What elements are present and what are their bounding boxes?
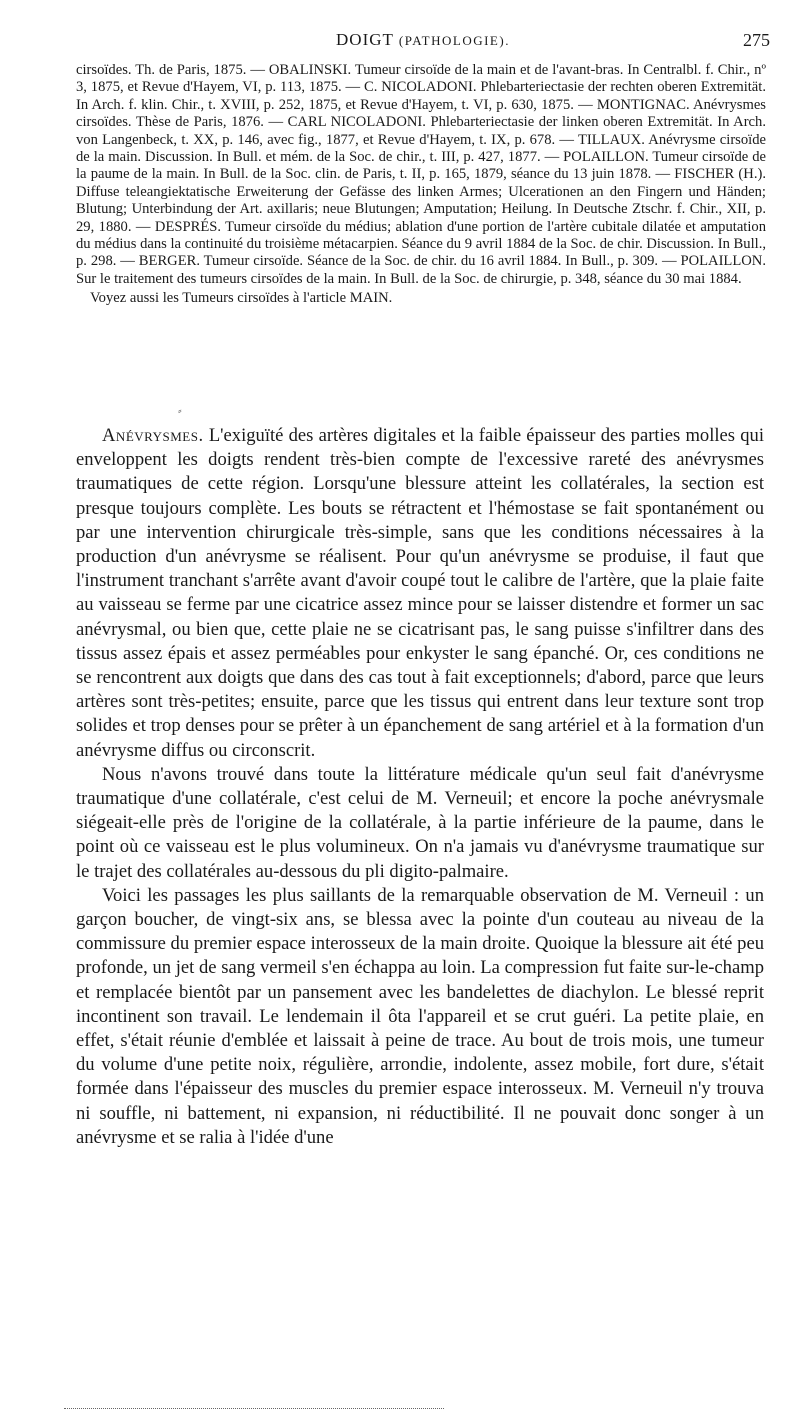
paragraph-1-text: L'exiguïté des artères digitales et la faible épaisseur des parties molles qui enveloppent les doigts rendent très-bien compte de l'excessive rareté des anévrysmes traumatiques de cette région. Lorsqu'une blessure atteint les collatérales, la section est presque toujours complète. Les bouts se rétractent et l'hémostase se fait spontanément ou par une intervention chirurgicale très-simple, sans que les conditions nécessaires à la production d'un anévrysme se réalisent. Pour qu'un anévrysme se produise, il faut que l'instrument tranchant s'arrête avant d'avoir coupé tout le calibre de l'artère, que la plaie faite au vaisseau se ferme par une cicatrice assez mince pour se laisser distendre et former un sac anévrysmal, ou bien que, cette plaie ne se cicatrisant pas, le sang puisse s'infiltrer dans des tissus assez épais et assez perméables pour enkyster le sang épanché. Or, ces conditions ne se rencontrent aux doigts que dans des cas tout à fait exceptionnels; d'abord, parce que leurs artères sont très-petites; ensuite, parce que les tissus qui entrent dans leur texture sont trop solides et trop denses pour se prêter à un épanchement de sang artériel et à la formation d'un anévrysme diffus ou circonscrit. — [76, 425, 764, 761]
running-head — [76, 24, 770, 58]
footer-dotted-rule — [64, 1408, 444, 1409]
running-title-main: DOIGT — [336, 30, 394, 49]
running-title-sub: PATHOLOGIE — [404, 33, 500, 48]
page-number: 275 — [743, 30, 770, 50]
section-heading: Anévrysmes. — [102, 425, 204, 446]
stray-ink-mark: ⸗ — [178, 404, 182, 417]
paragraph-2: Nous n'avons trouvé dans toute la littérature médicale qu'un seul fait d'anévrysme traumatique d'une collatérale, c'est celui de M. Verneuil; et encore la poche anévrysmale siégeait-elle près de l'origine de la collatérale, à la partie inférieure de la paume, dans le point où ce vaisseau est le plus volumineux. On n'a jamais vu d'anévrysme traumatique sur le trajet des collatérales au-dessous du pli digito-palmaire. — [76, 763, 764, 882]
main-text — [76, 424, 764, 1150]
bibliography-block — [76, 62, 766, 308]
paragraph-1 — [76, 424, 764, 763]
bibliography-entry: cirsoïdes. Th. de Paris, 1875. — OBALINSKI. Tumeur cirsoïde de la main et de l'avant-bras. In Centralbl. f. Chir., nº 3, 1875, et Revue d'Hayem, VI, p. 113, 1875. — C. NICOLADONI. Phlebarteriectasie der rechten oberen Extremität. In Arch. f. klin. Chir., t. XVIII, p. 252, 1875, et Revue d'Hayem, t. VI, p. 630, 1875. — MONTIGNAC. Anévrysmes cirsoïdes. Thèse de Paris, 1876. — CARL NICOLADONI. Phlebarteriectasie der linken oberen Extremität. In Arch. von Langenbeck, t. XX, p. 146, avec fig., 1877, et Revue d'Hayem, t. IX, p. 678. — TILLAUX. Anévrysme cirsoïde de la main. Discussion. In Bull. et mém. de la Soc. de chir., t. III, p. 427, 1877. — POLAILLON. Tumeur cirsoïde de la paume de la main. In Bull. de la Soc. clin. de Paris, t. II, p. 165, 1879, séance du 13 juin 1878. — FISCHER (H.). Diffuse teleangiektatische Erweiterung der Gefässe des linken Armes; Ulcerationen an den Fingern und Händen; Blutung; Unterbindung der Art. axillaris; neue Blutungen; Amputation; Heilung. In Deutsche Ztschr. f. Chir., XII, p. 29, 1880. — DESPRÉS. Tumeur cirsoïde du médius; ablation d'une portion de l'artère cubitale dilatée et amputation du médius dans la continuité du troisième métacarpien. Séance du 9 avril 1884 de la Soc. de chir. Discussion. In Bull., p. 298. — BERGER. Tumeur cirsoïde. Séance de la Soc. de chir. du 16 avril 1884. In Bull., p. 309. — POLAILLON. Sur le traitement des tumeurs cirsoïdes de la main. In Bull. de la Soc. de chirurgie, p. 348, séance du 30 mai 1884. — [76, 62, 766, 287]
running-title — [76, 30, 770, 50]
paragraph-3: Voici les passages les plus saillants de la remarquable observation de M. Verneuil : un garçon boucher, de vingt-six ans, se blessa avec la pointe d'un couteau au niveau de la commissure du premier espace interosseux de la main droite. Quoique la blessure ait été peu profonde, un jet de sang vermeil s'en échappa au loin. La compression fut faite sur-le-champ et remplacée bientôt par un pansement avec les bandelettes de diachylon. Le blessé reprit incontinent son travail. Le lendemain il ôta l'appareil et se crut guéri. La petite plaie, en effet, s'était réunie d'emblée et laissait à peine de trace. Au bout de trois mois, une tumeur du volume d'une petite noix, régulière, arrondie, indolente, assez mobile, fort dure, s'était formée dans l'épaisseur des muscles du premier espace interosseux. M. Verneuil n'y trouva ni souffle, ni battement, ni expansion, ni réductibilité. Il ne pouvait donc songer à un anévrysme et se ralia à l'idée d'une — [76, 884, 764, 1148]
running-title-sub-wrapper: (PATHOLOGIE). — [398, 33, 510, 48]
see-also-note: Voyez aussi les Tumeurs cirsoïdes à l'article MAIN. — [90, 290, 393, 307]
